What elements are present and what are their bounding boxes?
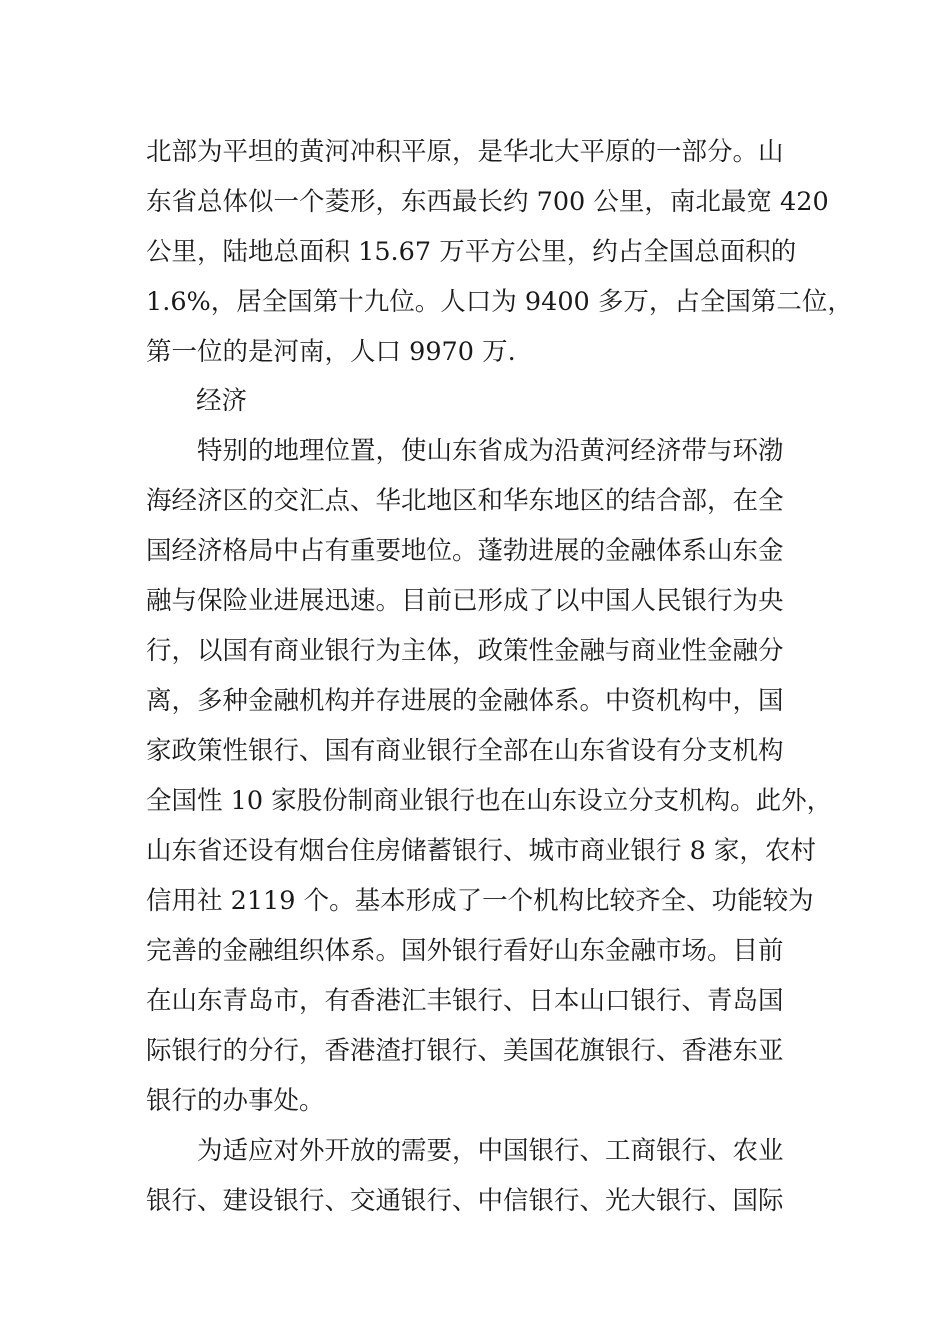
intro-line: 北部为平坦的黄河冲积平原，是华北大平原的一部分。山 (146, 137, 784, 167)
paragraph-line: 银行、建设银行、交通银行、中信银行、光大银行、国际 (146, 1186, 784, 1216)
section-heading: 经济 (196, 386, 248, 416)
paragraph-line: 信用社 2119 个。基本形成了一个机构比较齐全、功能较为 (146, 886, 814, 916)
intro-line: 公里，陆地总面积 15.67 万平方公里，约占全国总面积的 (146, 237, 797, 267)
paragraph-line: 为适应对外开放的需要，中国银行、工商银行、农业 (197, 1136, 784, 1166)
paragraph-line: 融与保险业进展迅速。目前已形成了以中国人民银行为央 (146, 586, 784, 616)
paragraph-line: 山东省还设有烟台住房储蓄银行、城市商业银行 8 家，农村 (146, 836, 816, 866)
paragraph-line: 在山东青岛市，有香港汇丰银行、日本山口银行、青岛国 (146, 986, 784, 1016)
paragraph-line: 特别的地理位置，使山东省成为沿黄河经济带与环渤 (197, 436, 784, 466)
intro-line: 第一位的是河南，人口 9970 万. (146, 337, 516, 367)
paragraph-line: 完善的金融组织体系。国外银行看好山东金融市场。目前 (146, 936, 784, 966)
paragraph-line: 离，多种金融机构并存进展的金融体系。中资机构中，国 (146, 686, 784, 716)
intro-line: 1.6%，居全国第十九位。人口为 9400 多万，占全国第二位， (146, 287, 853, 317)
paragraph-line: 家政策性银行、国有商业银行全部在山东省设有分支机构 (146, 736, 784, 766)
paragraph-line: 全国性 10 家股份制商业银行也在山东设立分支机构。此外， (146, 786, 833, 816)
intro-line: 东省总体似一个菱形，东西最长约 700 公里，南北最宽 420 (146, 187, 829, 217)
paragraph-line: 海经济区的交汇点、华北地区和华东地区的结合部，在全 (146, 486, 784, 516)
paragraph-line: 行，以国有商业银行为主体，政策性金融与商业性金融分 (146, 636, 784, 666)
paragraph-line: 银行的办事处。 (146, 1086, 325, 1116)
paragraph-line: 际银行的分行，香港渣打银行、美国花旗银行、香港东亚 (146, 1036, 784, 1066)
paragraph-line: 国经济格局中占有重要地位。蓬勃进展的金融体系山东金 (146, 536, 784, 566)
